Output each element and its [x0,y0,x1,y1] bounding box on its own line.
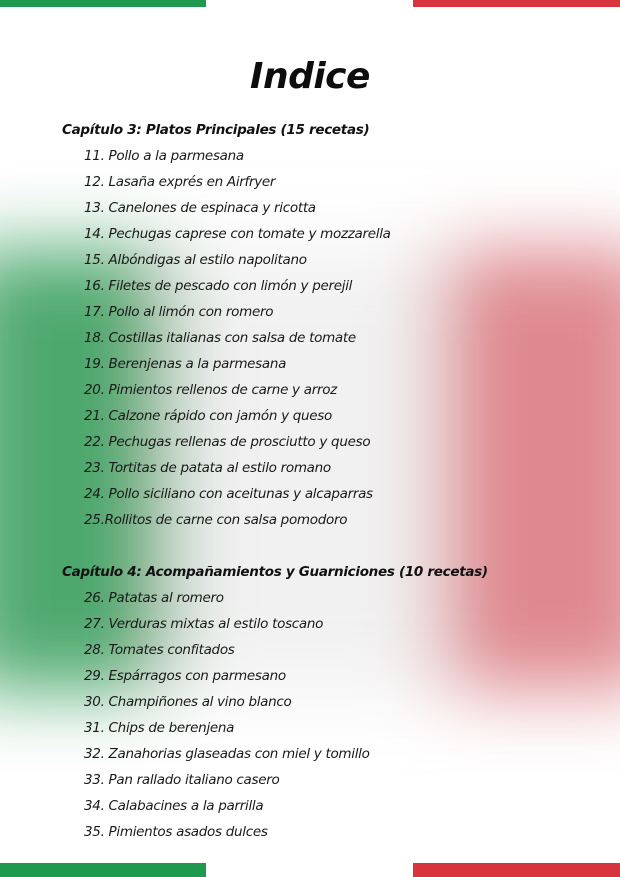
recipe-item: 22. Pechugas rellenas de prosciutto y queso [84,434,371,450]
bottom-color-bar [0,863,620,877]
recipe-item: 16. Filetes de pescado con limón y perejil [84,278,353,294]
recipe-item: 30. Champiñones al vino blanco [84,694,292,710]
recipe-item: 28. Tomates confitados [84,642,235,658]
chapter-heading: Capítulo 4: Acompañamientos y Guarniciones (10 recetas) [62,564,488,580]
recipe-item: 25.Rollitos de carne con salsa pomodoro [84,512,348,528]
recipe-item: 13. Canelones de espinaca y ricotta [84,200,316,216]
table-of-contents [62,117,602,845]
recipe-list [62,585,602,845]
recipe-item: 27. Verduras mixtas al estilo toscano [84,616,324,632]
chapter-section [62,559,602,845]
recipe-item: 17. Pollo al limón con romero [84,304,274,320]
recipe-item: 35. Pimientos asados dulces [84,824,268,840]
recipe-item: 23. Tortitas de patata al estilo romano [84,460,331,476]
top-green-bar [0,0,206,7]
recipe-item: 29. Espárragos con parmesano [84,668,286,684]
top-red-bar [413,0,620,7]
recipe-item: 11. Pollo a la parmesana [84,148,244,164]
recipe-item: 20. Pimientos rellenos de carne y arroz [84,382,337,398]
recipe-list [62,143,602,533]
top-color-bar [0,0,620,7]
recipe-item: 21. Calzone rápido con jamón y queso [84,408,332,424]
bottom-red-bar [413,863,620,877]
recipe-item: 15. Albóndigas al estilo napolitano [84,252,307,268]
recipe-item: 26. Patatas al romero [84,590,224,606]
chapter-heading: Capítulo 3: Platos Principales (15 recetas) [62,122,370,138]
recipe-item: 14. Pechugas caprese con tomate y mozzarella [84,226,391,242]
recipe-item: 34. Calabacines a la parrilla [84,798,264,814]
recipe-item: 32. Zanahorias glaseadas con miel y tomillo [84,746,370,762]
recipe-item: 12. Lasaña exprés en Airfryer [84,174,276,190]
recipe-item: 18. Costillas italianas con salsa de tomate [84,330,356,346]
section-spacer [62,533,602,559]
recipe-item: 19. Berenjenas a la parmesana [84,356,287,372]
recipe-item: 31. Chips de berenjena [84,720,235,736]
page-title: Indice [250,56,370,97]
recipe-item: 24. Pollo siciliano con aceitunas y alcaparras [84,486,373,502]
bottom-green-bar [0,863,206,877]
chapter-section [62,117,602,533]
recipe-item: 33. Pan rallado italiano casero [84,772,280,788]
